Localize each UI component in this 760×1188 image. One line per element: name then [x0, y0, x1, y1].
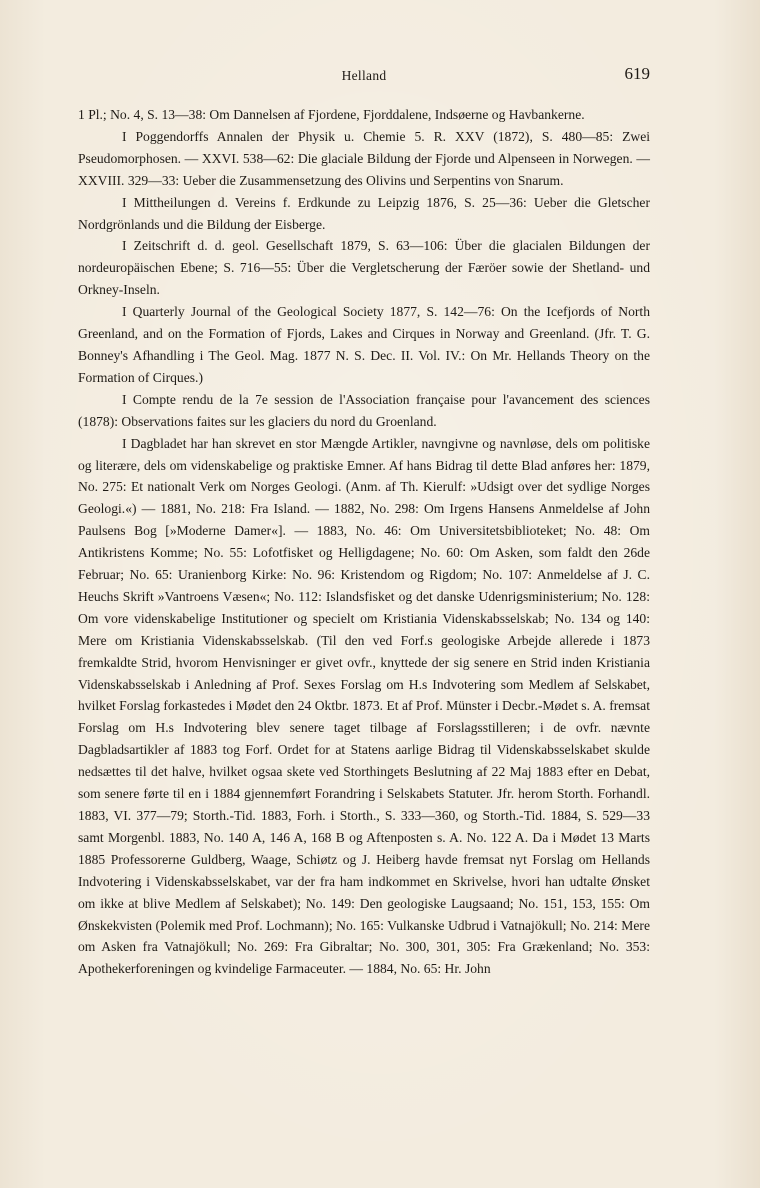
paragraph-poggendorff: I Poggendorffs Annalen der Physik u. Chemie 5. R. XXV (1872), S. 480—85: Zwei Pseudomorphosen. — XXVI. 538—62: Die glaciale Bildung der Fjorde und Alpenseen in Norwegen. — XXVIII. 329—33: Ueber die Zusammensetzung des Olivins und Serpentins von Snarum. [78, 128, 650, 188]
paragraph-dagbladet: I Dagbladet har han skrevet en stor Mængde Artikler, navngivne og navnløse, dels om politiske og literære, dels om videnskabelige og praktiske Emner. Af hans Bidrag til dette Blad anføres her: 1879, No. 275: Et nationalt Verk om Norges Geologi. (Anm. af Th. Kierulf: »Udsigt over det sydlige Norges Geologi.«) — 1881, No. 218: Fra Island. — 1882, No. 298: Om Irgens Hansens Anmeldelse af John Paulsens Bog [»Moderne Damer«]. — 1883, No. 46: Om Universitetsbiblioteket; No. 48: Om Antikristens Komme; No. 55: Lofotfisket og Helligdagene; No. 60: Om Asken, som faldt den 26de Februar; No. 65: Uranienborg Kirke: No. 96: Kristendom og Rigdom; No. 107: Anmeldelse af J. C. Heuchs Skrift »Vantroens Væsen«; No. 112: Islandsfisket og det danske Udenrigsministerium; No. 128: Om vore videnskabelige Institutioner og specielt om Kristiania Videnskabsselskab; No. 134 og 140: Mere om Kristiania Videnskabsselskab. (Til den ved Forf.s geologiske Arbejde allerede i 1873 fremkaldte Strid, hvorom Henvisninger er givet ovfr., knyttede der sig senere en Strid inden Kristiania Videnskabsselskab i Anledning af Prof. Sexes Forslag om H.s Indvotering som Medlem af Selskabet, hvilket Forslag forkastedes i Mødet den 24 Oktbr. 1873. Et af Prof. Münster i Decbr.-Mødet s. A. fremsat Forslag om H.s Indvotering blev senere taget tilbage af Forslagsstilleren; i de ovfr. nævnte Dagbladsartikler af 1883 tog Forf. Ordet for at Statens aarlige Bidrag til Videnskabsselskabet skulde nedsættes til det halve, hvilket ogsaa skete ved Storthingets Beslutning af 22 Maj 1883 efter en Debat, som senere førte til en i 1884 gjennemført Forandring i Selskabets Statuter. Jfr. herom Storth. Forhandl. 1883, VI. 377—79; Storth.-Tid. 1883, Forh. i Storth., S. 333—360, og Storth.-Tid. 1884, S. 529—33 samt Morgenbl. 1883, No. 140 A, 146 A, 168 B og Aftenposten s. A. No. 122 A. Da i Mødet 13 Marts 1885 Professorerne Guldberg, Waage, Schiøtz og J. Heiberg havde fremsat nyt Forslag om Hellands Indvotering i Videnskabsselskabet, var der fra ham indkommet en Skrivelse, hvori han udtalte Ønsket om ikke at blive Medlem af Selskabet); No. 149: Den geologiske Laugsaand; No. 151, 153, 155: Om Ønskekvisten (Polemik med Prof. Lochmann); No. 165: Vulkanske Udbrud i Vatnajökull; No. 214: Mere om Asken fra Vatnajökull; No. 269: Fra Gibraltar; No. 300, 301, 305: Fra Grækenland; No. 353: Apothekerforeningen og kvindelige Farmaceuter. — 1884, No. 65: Hr. John [78, 435, 650, 977]
paragraph-zeitschrift: I Zeitschrift d. d. geol. Gesellschaft 1879, S. 63—106: Über die glacialen Bildungen der nordeuropäischen Ebene; S. 716—55: Über die Vergletscherung der Færöer sowie der Shetland- und Orkney-Inseln. [78, 238, 650, 298]
paragraph-mittheilungen: I Mittheilungen d. Vereins f. Erdkunde zu Leipzig 1876, S. 25—36: Ueber die Gletscher Nordgrönlands und die Bildung der Eisberge. [78, 194, 650, 232]
running-head: Helland [341, 68, 387, 83]
page-header [78, 64, 650, 88]
paragraph-quarterly-journal: I Quarterly Journal of the Geological Society 1877, S. 142—76: On the Icefjords of North Greenland, and on the Formation of Fjords, Lakes and Cirques in Norway and Greenland. (Jfr. T. G. Bonney's Afhandling i The Geol. Mag. 1877 N. S. Dec. II. Vol. IV.: On Mr. Hellands Theory on the Formation of Cirques.) [78, 304, 650, 385]
page-number: 619 [624, 64, 650, 83]
paragraph-compte-rendu: I Compte rendu de la 7e session de l'Association française pour l'avancement des sciences (1878): Observations faites sur les glaciers du nord du Groenland. [78, 391, 650, 429]
paragraph-1: 1 Pl.; No. 4, S. 13—38: Om Dannelsen af Fjordene, Fjorddalene, Indsøerne og Havbankerne. [78, 107, 585, 122]
body-text [78, 104, 650, 980]
